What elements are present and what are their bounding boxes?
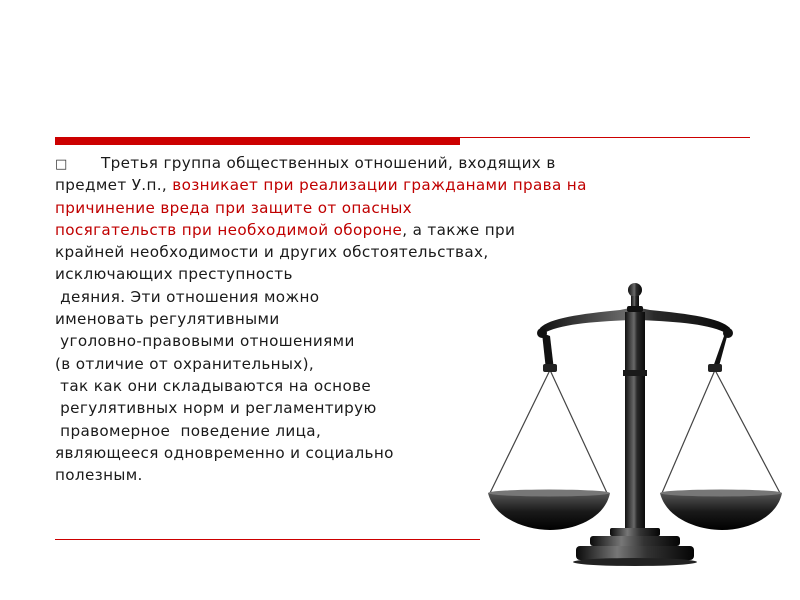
text-line-2 (55, 174, 695, 196)
text-line-5: крайней необходимости и других обстоятельствах, (55, 243, 489, 262)
text-segment: , а также при (402, 220, 516, 239)
text-line-11: так как они складываются на основе (55, 376, 372, 395)
text-line-12: регулятивных норм и регламентирую (55, 399, 377, 418)
highlighted-text: возникает при реализации гражданами права на (172, 176, 587, 195)
text-segment: предмет У.п., (55, 176, 173, 195)
text-line-9: уголовно-правовыми отношениями (55, 332, 355, 351)
title-accent-bar (55, 137, 460, 145)
text-line-1 (55, 152, 695, 174)
text-line-15: полезным. (55, 466, 143, 485)
highlighted-text: посягательств при необходимой обороне (55, 220, 403, 239)
scales-of-justice-icon (480, 278, 790, 578)
text-line-13: правомерное поведение лица, (55, 421, 322, 440)
text-line-7: деяния. Эти отношения можно (55, 287, 320, 306)
text-line-3 (55, 197, 695, 219)
bullet-icon: □ (55, 157, 68, 172)
bottom-divider (55, 539, 480, 540)
text-segment: Третья группа общественных отношений, входящих в (101, 154, 556, 172)
text-line-14: являющееся одновременно и социально (55, 443, 394, 462)
text-line-4 (55, 219, 695, 241)
title-accent-line (460, 137, 750, 138)
text-line-6: исключающих преступность (55, 265, 293, 284)
text-line-10: (в отличие от охранительных), (55, 354, 315, 373)
highlighted-text: причинение вреда при защите от опасных (55, 198, 412, 217)
text-line-8: именовать регулятивными (55, 310, 280, 329)
